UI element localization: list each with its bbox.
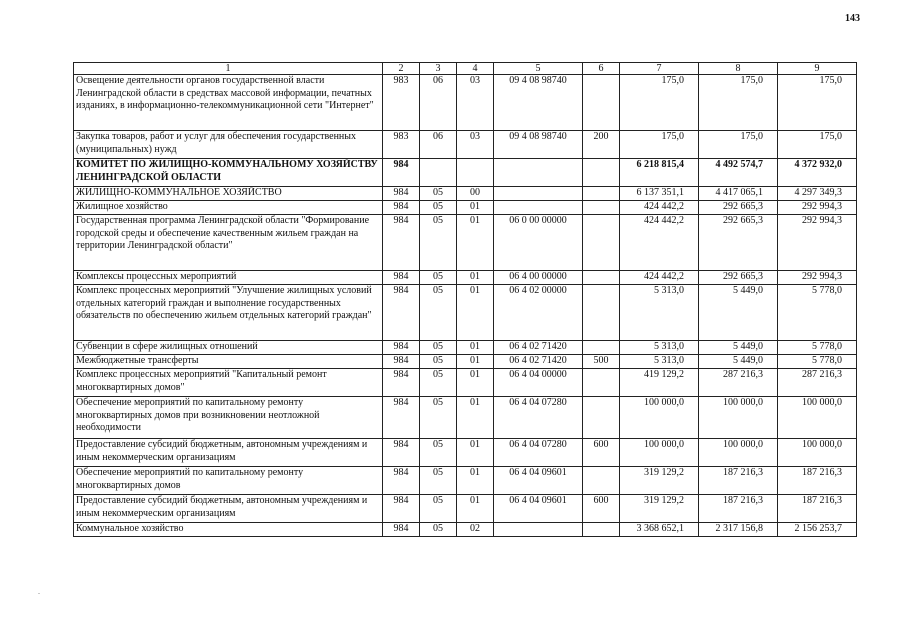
sum-year-3-cell: 5 778,0 <box>778 355 857 369</box>
admin-code-cell: 984 <box>383 467 420 495</box>
expense-type-cell <box>583 215 620 271</box>
target-article-cell: 06 4 04 09601 <box>494 467 583 495</box>
expense-type-cell <box>583 159 620 187</box>
admin-code-cell: 984 <box>383 285 420 341</box>
target-article-cell: 09 4 08 98740 <box>494 131 583 159</box>
subsection-cell: 01 <box>457 201 494 215</box>
expense-type-cell <box>583 285 620 341</box>
sum-year-3-cell: 2 156 253,7 <box>778 523 857 537</box>
sum-year-1-cell: 424 442,2 <box>620 271 699 285</box>
section-cell: 05 <box>420 285 457 341</box>
expense-type-cell: 500 <box>583 355 620 369</box>
admin-code-cell: 984 <box>383 523 420 537</box>
table-row <box>74 495 857 523</box>
sum-year-1-cell: 424 442,2 <box>620 201 699 215</box>
target-article-cell <box>494 187 583 201</box>
target-article-cell <box>494 159 583 187</box>
subsection-cell: 02 <box>457 523 494 537</box>
sum-year-2-cell: 5 449,0 <box>699 355 778 369</box>
target-article-cell: 06 4 04 07280 <box>494 397 583 439</box>
sum-year-3-cell: 4 372 932,0 <box>778 159 857 187</box>
sum-year-3-cell: 100 000,0 <box>778 439 857 467</box>
admin-code-cell: 984 <box>383 439 420 467</box>
section-cell: 05 <box>420 215 457 271</box>
sum-year-2-cell: 4 492 574,7 <box>699 159 778 187</box>
page-number: 143 <box>845 13 860 24</box>
subsection-cell: 01 <box>457 341 494 355</box>
sum-year-1-cell: 6 137 351,1 <box>620 187 699 201</box>
section-cell <box>420 159 457 187</box>
table-row <box>74 369 857 397</box>
table-row <box>74 75 857 131</box>
subsection-cell: 03 <box>457 75 494 131</box>
sum-year-3-cell: 5 778,0 <box>778 341 857 355</box>
sum-year-1-cell: 319 129,2 <box>620 467 699 495</box>
table-row <box>74 467 857 495</box>
table-row <box>74 159 857 187</box>
admin-code-cell: 983 <box>383 75 420 131</box>
row-name-cell: Обеспечение мероприятий по капитальному ремонту многоквартирных домов при возникновении неотложной необходимости <box>74 397 383 439</box>
admin-code-cell: 984 <box>383 159 420 187</box>
column-header: 9 <box>778 63 857 75</box>
section-cell: 05 <box>420 341 457 355</box>
sum-year-2-cell: 4 417 065,1 <box>699 187 778 201</box>
expense-type-cell: 600 <box>583 495 620 523</box>
target-article-cell: 06 4 00 00000 <box>494 271 583 285</box>
admin-code-cell: 984 <box>383 355 420 369</box>
subsection-cell: 01 <box>457 495 494 523</box>
sum-year-2-cell: 100 000,0 <box>699 439 778 467</box>
table-row <box>74 397 857 439</box>
target-article-cell: 06 0 00 00000 <box>494 215 583 271</box>
section-cell: 06 <box>420 75 457 131</box>
sum-year-3-cell: 187 216,3 <box>778 467 857 495</box>
row-name-cell: ЖИЛИЩНО-КОММУНАЛЬНОЕ ХОЗЯЙСТВО <box>74 187 383 201</box>
admin-code-cell: 984 <box>383 201 420 215</box>
expense-type-cell: 600 <box>583 439 620 467</box>
column-header: 7 <box>620 63 699 75</box>
row-name-cell: Комплекс процессных мероприятий "Капитальный ремонт многоквартирных домов" <box>74 369 383 397</box>
expense-type-cell: 200 <box>583 131 620 159</box>
section-cell: 05 <box>420 355 457 369</box>
row-name-cell: КОМИТЕТ ПО ЖИЛИЩНО-КОММУНАЛЬНОМУ ХОЗЯЙСТВУ ЛЕНИНГРАДСКОЙ ОБЛАСТИ <box>74 159 383 187</box>
row-name-cell: Комплексы процессных мероприятий <box>74 271 383 285</box>
table-row <box>74 215 857 271</box>
row-name-cell: Жилищное хозяйство <box>74 201 383 215</box>
section-cell: 05 <box>420 495 457 523</box>
admin-code-cell: 984 <box>383 495 420 523</box>
sum-year-2-cell: 5 449,0 <box>699 285 778 341</box>
sum-year-2-cell: 292 665,3 <box>699 215 778 271</box>
row-name-cell: Освещение деятельности органов государственной власти Ленинградской области в средствах массовой информации, печатных изданиях, в информационно-телекоммуникационной сети "Интернет" <box>74 75 383 131</box>
column-header: 1 <box>74 63 383 75</box>
expense-type-cell <box>583 271 620 285</box>
sum-year-3-cell: 175,0 <box>778 131 857 159</box>
column-header: 3 <box>420 63 457 75</box>
expense-type-cell <box>583 75 620 131</box>
sum-year-1-cell: 100 000,0 <box>620 439 699 467</box>
section-cell: 05 <box>420 187 457 201</box>
admin-code-cell: 984 <box>383 187 420 201</box>
target-article-cell <box>494 523 583 537</box>
table-row <box>74 355 857 369</box>
subsection-cell: 00 <box>457 187 494 201</box>
sum-year-3-cell: 4 297 349,3 <box>778 187 857 201</box>
admin-code-cell: 984 <box>383 271 420 285</box>
sum-year-3-cell: 292 994,3 <box>778 271 857 285</box>
column-header: 4 <box>457 63 494 75</box>
sum-year-2-cell: 175,0 <box>699 131 778 159</box>
sum-year-2-cell: 187 216,3 <box>699 467 778 495</box>
subsection-cell: 01 <box>457 369 494 397</box>
table-row <box>74 187 857 201</box>
target-article-cell: 06 4 04 00000 <box>494 369 583 397</box>
target-article-cell: 06 4 02 00000 <box>494 285 583 341</box>
row-name-cell: Межбюджетные трансферты <box>74 355 383 369</box>
section-cell: 06 <box>420 131 457 159</box>
expense-type-cell <box>583 369 620 397</box>
sum-year-2-cell: 292 665,3 <box>699 201 778 215</box>
sum-year-3-cell: 100 000,0 <box>778 397 857 439</box>
sum-year-1-cell: 424 442,2 <box>620 215 699 271</box>
target-article-cell: 06 4 02 71420 <box>494 355 583 369</box>
section-cell: 05 <box>420 201 457 215</box>
admin-code-cell: 984 <box>383 369 420 397</box>
subsection-cell: 01 <box>457 285 494 341</box>
sum-year-1-cell: 5 313,0 <box>620 285 699 341</box>
sum-year-2-cell: 187 216,3 <box>699 495 778 523</box>
sum-year-1-cell: 5 313,0 <box>620 355 699 369</box>
section-cell: 05 <box>420 523 457 537</box>
budget-table <box>73 62 857 537</box>
sum-year-2-cell: 5 449,0 <box>699 341 778 355</box>
expense-type-cell <box>583 201 620 215</box>
subsection-cell: 01 <box>457 215 494 271</box>
subsection-cell: 01 <box>457 271 494 285</box>
admin-code-cell: 983 <box>383 131 420 159</box>
sum-year-1-cell: 6 218 815,4 <box>620 159 699 187</box>
sum-year-3-cell: 292 994,3 <box>778 215 857 271</box>
column-header: 8 <box>699 63 778 75</box>
table-row <box>74 523 857 537</box>
row-name-cell: Комплекс процессных мероприятий "Улучшение жилищных условий отдельных категорий граждан и выполнение государственных обязательств по обеспечению жильем отдельных категорий граждан" <box>74 285 383 341</box>
section-cell: 05 <box>420 439 457 467</box>
row-name-cell: Коммунальное хозяйство <box>74 523 383 537</box>
table-row <box>74 271 857 285</box>
row-name-cell: Обеспечение мероприятий по капитальному ремонту многоквартирных домов <box>74 467 383 495</box>
column-header: 2 <box>383 63 420 75</box>
sum-year-1-cell: 3 368 652,1 <box>620 523 699 537</box>
row-name-cell: Предоставление субсидий бюджетным, автономным учреждениям и иным некоммерческим организациям <box>74 439 383 467</box>
sum-year-3-cell: 292 994,3 <box>778 201 857 215</box>
subsection-cell: 01 <box>457 467 494 495</box>
subsection-cell: 03 <box>457 131 494 159</box>
sum-year-3-cell: 287 216,3 <box>778 369 857 397</box>
table-row <box>74 201 857 215</box>
admin-code-cell: 984 <box>383 397 420 439</box>
sum-year-1-cell: 319 129,2 <box>620 495 699 523</box>
table-row <box>74 131 857 159</box>
sum-year-1-cell: 175,0 <box>620 75 699 131</box>
admin-code-cell: 984 <box>383 341 420 355</box>
sum-year-2-cell: 292 665,3 <box>699 271 778 285</box>
expense-type-cell <box>583 341 620 355</box>
sum-year-1-cell: 5 313,0 <box>620 341 699 355</box>
sum-year-3-cell: 187 216,3 <box>778 495 857 523</box>
row-name-cell: Закупка товаров, работ и услуг для обеспечения государственных (муниципальных) нужд <box>74 131 383 159</box>
expense-type-cell <box>583 523 620 537</box>
table-row <box>74 285 857 341</box>
target-article-cell: 09 4 08 98740 <box>494 75 583 131</box>
section-cell: 05 <box>420 271 457 285</box>
subsection-cell: 01 <box>457 355 494 369</box>
sum-year-3-cell: 5 778,0 <box>778 285 857 341</box>
target-article-cell: 06 4 04 09601 <box>494 495 583 523</box>
subsection-cell <box>457 159 494 187</box>
sum-year-3-cell: 175,0 <box>778 75 857 131</box>
section-cell: 05 <box>420 467 457 495</box>
sum-year-1-cell: 100 000,0 <box>620 397 699 439</box>
sum-year-2-cell: 100 000,0 <box>699 397 778 439</box>
sum-year-2-cell: 175,0 <box>699 75 778 131</box>
target-article-cell: 06 4 04 07280 <box>494 439 583 467</box>
sum-year-1-cell: 419 129,2 <box>620 369 699 397</box>
sum-year-2-cell: 2 317 156,8 <box>699 523 778 537</box>
expense-type-cell <box>583 187 620 201</box>
expense-type-cell <box>583 397 620 439</box>
table-header-row <box>74 63 857 75</box>
table-row <box>74 341 857 355</box>
scan-speck: . <box>38 587 40 596</box>
row-name-cell: Предоставление субсидий бюджетным, автономным учреждениям и иным некоммерческим организациям <box>74 495 383 523</box>
admin-code-cell: 984 <box>383 215 420 271</box>
subsection-cell: 01 <box>457 397 494 439</box>
target-article-cell: 06 4 02 71420 <box>494 341 583 355</box>
expense-type-cell <box>583 467 620 495</box>
section-cell: 05 <box>420 397 457 439</box>
row-name-cell: Государственная программа Ленинградской области "Формирование городской среды и обеспечение качественным жильем граждан на территории Ленинградской области" <box>74 215 383 271</box>
subsection-cell: 01 <box>457 439 494 467</box>
sum-year-1-cell: 175,0 <box>620 131 699 159</box>
sum-year-2-cell: 287 216,3 <box>699 369 778 397</box>
column-header: 6 <box>583 63 620 75</box>
row-name-cell: Субвенции в сфере жилищных отношений <box>74 341 383 355</box>
table-row <box>74 439 857 467</box>
section-cell: 05 <box>420 369 457 397</box>
target-article-cell <box>494 201 583 215</box>
column-header: 5 <box>494 63 583 75</box>
